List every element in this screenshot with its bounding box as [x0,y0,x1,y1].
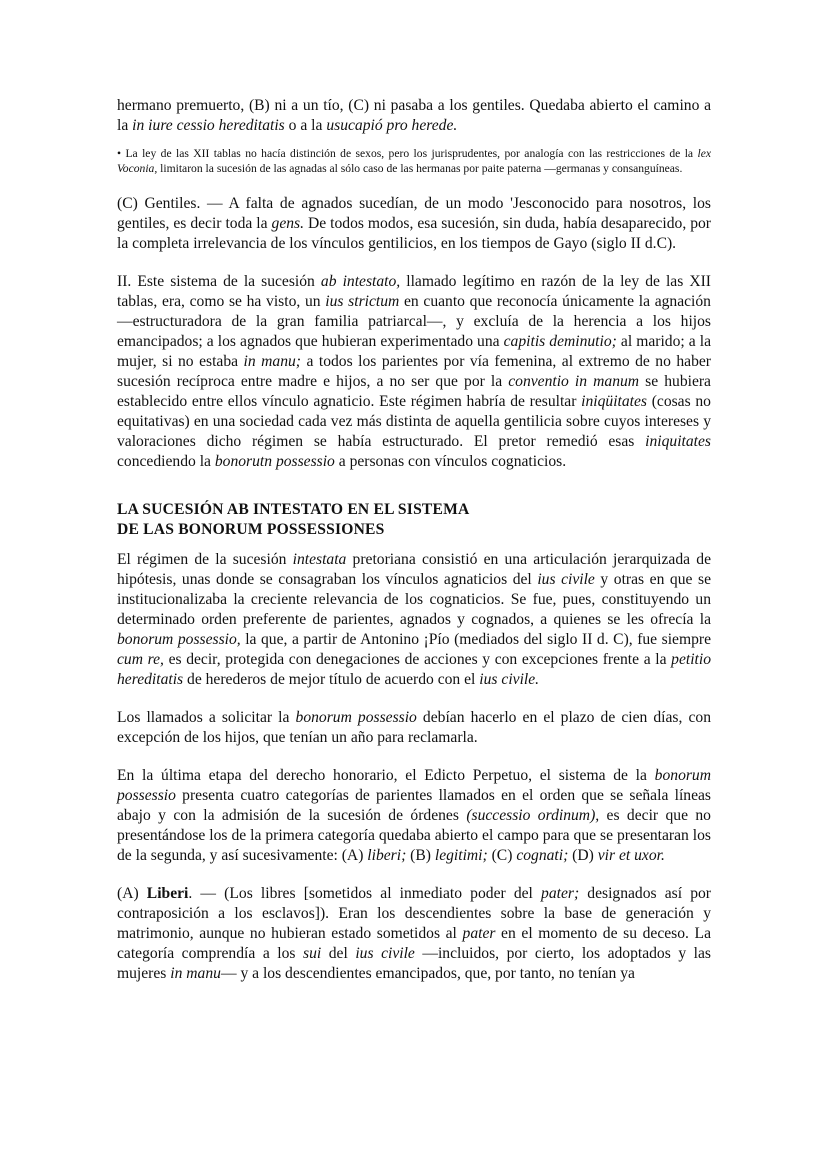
italic-term: bonorum possessio, [117,631,241,648]
text-run: y otras en que se institucionalizaba la creciente relevancia de los cognaticios. Se fue, pues, constituyendo un determinado orden preferente de parientes, agnados y cognados, a quienes se les ofrecía la [117,571,712,628]
text-run: concediendo la [117,453,215,470]
text-run: designados así por contraposición a los esclavos]). Eran los descendientes sobre la base de generación y matrimonio, aunque no hubieran estado sometidos al [117,885,711,942]
text-run: (B) [406,847,435,864]
text-run: en cuanto que reconocía únicamente la agnación —estructuradora de la gran familia patriarcal—, y excluía de la herencia a los hijos emancipados; a los agnados que hubieran experimentado una [117,293,711,350]
paragraph-llamados [117,708,711,748]
text-run: limitaron la sucesión de las agnadas al sólo caso de las hermanas por paite paterna —germanas y consanguíneas. [157,162,683,175]
italic-term: gens. [271,215,305,232]
section-heading [117,500,711,540]
paragraph-gentiles [117,194,711,254]
document-page [117,96,711,984]
italic-term: in manu [170,965,221,982]
italic-term: ius civile [537,571,595,588]
text-run: De todos modos, esa sucesión, sin duda, había desaparecido, por la completa irrelevancia de los vínculos gentilicios, en los tiempos de Gayo (siglo II d.C). [117,215,711,252]
text-run: en el momento de su deceso. La categoría comprendía a los [117,925,711,962]
text-run: hermano premuerto, (B) ni a un tío, (C) ni pasaba a los gentiles. Quedaba abierto el camino a la [117,97,711,134]
paragraph-sistema [117,272,711,472]
text-run: al marido; a la mujer, si no estaba [117,333,711,370]
text-run: a todos los parientes por vía femenina, al extremo de no haber sucesión recíproca entre madre e hijos, a no ser que por la [117,353,712,390]
text-run: Los llamados a solicitar la [117,709,296,726]
italic-term: vir et uxor. [597,847,665,864]
text-run: — y a los descendientes emancipados, que, por tanto, no tenían ya [220,965,635,982]
paragraph-liberi [117,884,711,984]
text-run: a personas con vínculos cognaticios. [334,453,567,470]
section-heading-line-2: DE LAS BONORUM POSSESSIONES [117,521,385,538]
italic-term: bonorum possessio [295,709,417,726]
text-run: pretoriana consistió en una articulación jerarquizada de hipótesis, unas donde se consagraban los vínculos agnaticios del [117,551,711,588]
italic-term: in manu; [243,353,301,370]
text-run: es decir que no presentándose los de la primera categoría quedaba abierto el campo para que se presentaran los de la segunda, y así sucesivamente: (A) [117,807,711,864]
text-run: se hubiera establecido entre ellos vínculo agnaticio. Este régimen habría de resultar [117,373,711,410]
text-run: presenta cuatro categorías de parientes llamados en el orden que se señala líneas abajo y con la admisión de la sucesión de órdenes [117,787,711,824]
italic-term: ius strictum [325,293,400,310]
section-heading-line-1: LA SUCESIÓN AB INTESTATO EN EL SISTEMA [117,501,470,518]
italic-term: legitimi; [434,847,488,864]
italic-term: capitis deminutio; [503,333,617,350]
footnote [117,146,711,176]
text-run: (C) [487,847,517,864]
paragraph-edicto [117,766,711,866]
text-run: En la última etapa del derecho honorario, el Edicto Perpetuo, el sistema de la [117,767,655,784]
italic-term: cum re, [117,651,164,668]
italic-term: lex Voconia, [117,147,711,175]
italic-term: conventio in manum [508,373,640,390]
bold-term: Liberi [146,885,189,902]
italic-term: pater; [541,885,580,902]
italic-term: bonorum possessio [117,767,711,804]
italic-term: iniquitates [645,433,711,450]
text-run: II. Este sistema de la sucesión [117,273,321,290]
text-run: • La ley de las XII tablas no hacía distinción de sexos, pero los jurisprudentes, por analogía con las restricciones de la [117,147,698,160]
text-run: (C) Gentiles. — A falta de agnados sucedían, de un modo 'Jesconocido para nosotros, los gentiles, es decir toda la [117,195,711,232]
italic-term: usucapió pro herede. [326,117,458,134]
italic-term: intestata [292,551,347,568]
italic-term: (successio ordinum), [466,807,600,824]
text-run: del [321,945,356,962]
text-run: o a la [284,117,327,134]
text-run: la que, a partir de Antonino ¡Pío (mediados del siglo II d. C), fue siempre [240,631,711,648]
text-run: es decir, protegida con denegaciones de acciones y con excepciones frente a la [163,651,672,668]
text-run: debían hacerlo en el plazo de cien días, con excepción de los hijos, que tenían un año para reclamarla. [117,709,712,746]
paragraph-1 [117,96,711,136]
italic-term: ius civile. [479,671,540,688]
text-run: (cosas no equitativas) en una sociedad cada vez más distinta de aquella gentilicia sobre cuyos intereses y valoraciones dicho régimen se había estructurado. El pretor remedió esas [117,393,711,450]
text-run: (D) [568,847,598,864]
italic-term: pater [462,925,496,942]
italic-term: ab intestato, [320,273,401,290]
italic-term: bonorutn possessio [214,453,335,470]
italic-term: sui [303,945,322,962]
text-run: llamado legítimo en razón de la ley de las XII tablas, era, como se ha visto, un [117,273,711,310]
italic-term: liberi; [367,847,407,864]
italic-term: cognati; [516,847,569,864]
italic-term: ius civile [355,945,415,962]
italic-term: iniqüitates [581,393,647,410]
paragraph-regimen [117,550,711,690]
italic-term: petitio hereditatis [117,651,712,688]
text-run: (A) [117,885,147,902]
italic-term: in iure cessio hereditatis [132,117,285,134]
text-run: —incluidos, por cierto, los adoptados y las mujeres [117,945,711,982]
text-run: de herederos de mejor título de acuerdo con el [183,671,480,688]
text-run: El régimen de la sucesión [117,551,293,568]
text-run: . — (Los libres [sometidos al inmediato poder del [188,885,542,902]
